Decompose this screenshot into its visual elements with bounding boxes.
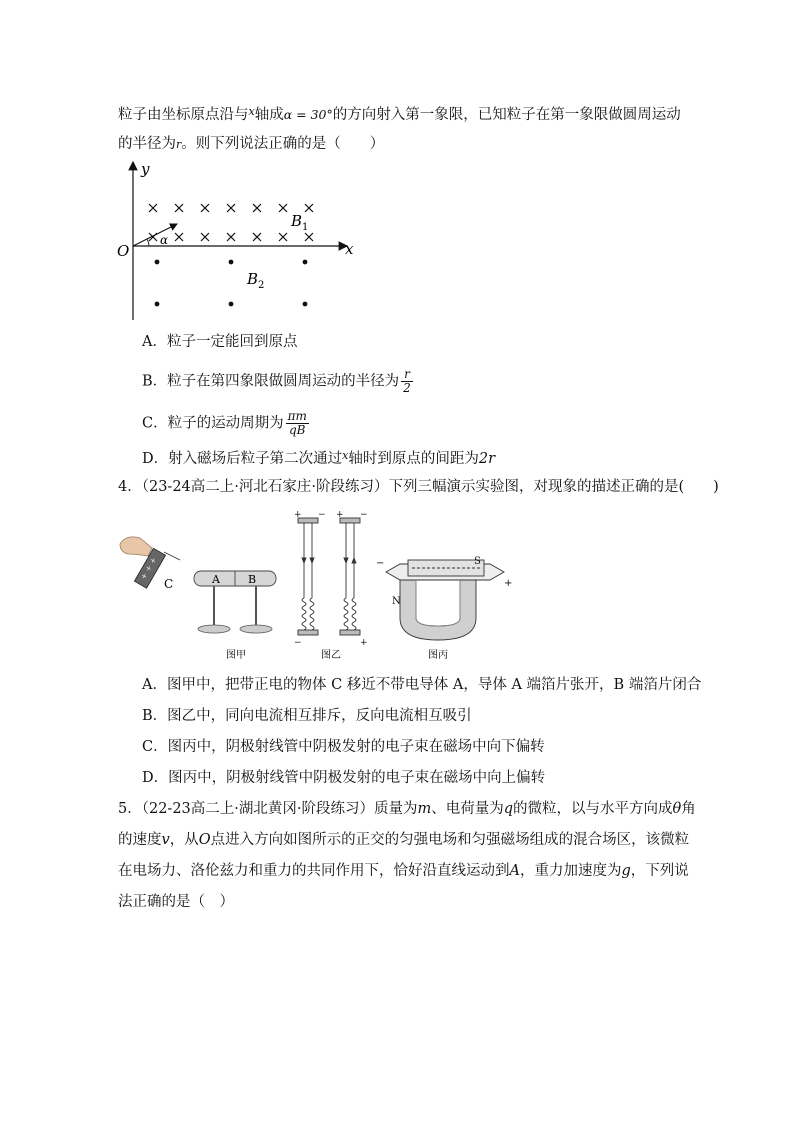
angle-arc bbox=[147, 239, 149, 246]
svg-text:−: − bbox=[376, 558, 385, 569]
label-b: B bbox=[248, 573, 257, 586]
svg-text:S: S bbox=[474, 556, 481, 567]
svg-text:−: − bbox=[360, 510, 368, 520]
q3-stem-line2: 的半径为r。则下列说法正确的是（ ） bbox=[118, 136, 385, 152]
figure-yi-signs bbox=[294, 510, 368, 648]
figure-jia bbox=[120, 537, 276, 661]
q3-field-diagram bbox=[115, 158, 365, 328]
q5-stem-line3: 在电场力、洛伦兹力和重力的共同作用下，恰好沿直线运动到A，重力加速度为g，下列说 bbox=[118, 863, 689, 879]
b2-dots bbox=[155, 260, 308, 307]
velocity-arrow bbox=[133, 224, 177, 246]
q3-stem-line1: 粒子由坐标原点沿与$^x$轴成α = 30°的方向射入第一象限，已知粒子在第一象限做圆周运动 bbox=[118, 105, 681, 123]
q5-stem-line2: 的速度v，从O点进入方向如图所示的正交的匀强电场和匀强磁场组成的混合场区，该微粒 bbox=[118, 832, 690, 848]
caption-jia: 图甲 bbox=[226, 650, 246, 661]
b1-label: $B_1$ bbox=[291, 212, 309, 233]
label-c: C bbox=[164, 577, 174, 591]
axis-x-label: x bbox=[345, 240, 354, 258]
caption-yi: 图乙 bbox=[321, 650, 341, 661]
svg-text:N: N bbox=[392, 596, 401, 607]
angle-label: α bbox=[160, 233, 169, 247]
q4-stem: 4．（23-24高二上·河北石家庄·阶段练习）下列三幅演示实验图，对现象的描述正确的是( ) bbox=[118, 479, 719, 495]
q4-option-c: C．图丙中，阴极射线管中阴极发射的电子束在磁场中向下偏转 bbox=[142, 739, 545, 755]
q3-option-b: B．粒子在第四象限做圆周运动的半径为 $\frac{r}{2}$ bbox=[142, 367, 411, 395]
figure-yi bbox=[298, 518, 360, 635]
q3-option-a: A．粒子一定能回到原点 bbox=[142, 334, 298, 350]
q4-figures bbox=[118, 508, 513, 663]
svg-text:−: − bbox=[294, 638, 302, 648]
svg-text:+: + bbox=[148, 555, 158, 566]
q3-option-d: D．射入磁场后粒子第二次通过$^x$轴时到原点的间距为2r bbox=[142, 449, 496, 467]
svg-text:+: + bbox=[360, 638, 368, 648]
svg-text:+: + bbox=[336, 510, 344, 520]
svg-text:+: + bbox=[144, 563, 154, 574]
caption-bing: 图丙 bbox=[428, 650, 448, 661]
svg-text:+: + bbox=[139, 571, 149, 582]
svg-text:−: − bbox=[318, 510, 326, 520]
figure-bing bbox=[386, 560, 504, 640]
q4-option-d: D．图丙中，阴极射线管中阴极发射的电子束在磁场中向上偏转 bbox=[142, 770, 546, 786]
b2-label: $B_2$ bbox=[247, 270, 265, 291]
svg-text:+: + bbox=[504, 578, 513, 589]
b1-crosses bbox=[149, 204, 313, 241]
q3-option-c: C．粒子的运动周期为 $\frac{\pi m}{qB}$ bbox=[142, 409, 307, 437]
q4-option-a: A．图甲中，把带正电的物体 C 移近不带电导体 A，导体 A 端箔片张开，B 端箔片闭合 bbox=[142, 677, 702, 693]
svg-text:+: + bbox=[294, 510, 302, 520]
origin-label: O bbox=[117, 242, 130, 260]
q4-option-b: B．图乙中，同向电流相互排斥，反向电流相互吸引 bbox=[142, 708, 472, 724]
axis-y-label: y bbox=[141, 160, 150, 178]
label-a: A bbox=[212, 573, 220, 586]
q5-stem-line4: 法正确的是（ ） bbox=[118, 894, 234, 910]
q5-stem-line1: 5．（22-23高二上·湖北黄冈·阶段练习）质量为m、电荷量为q的微粒，以与水平方向成θ角 bbox=[118, 801, 696, 817]
